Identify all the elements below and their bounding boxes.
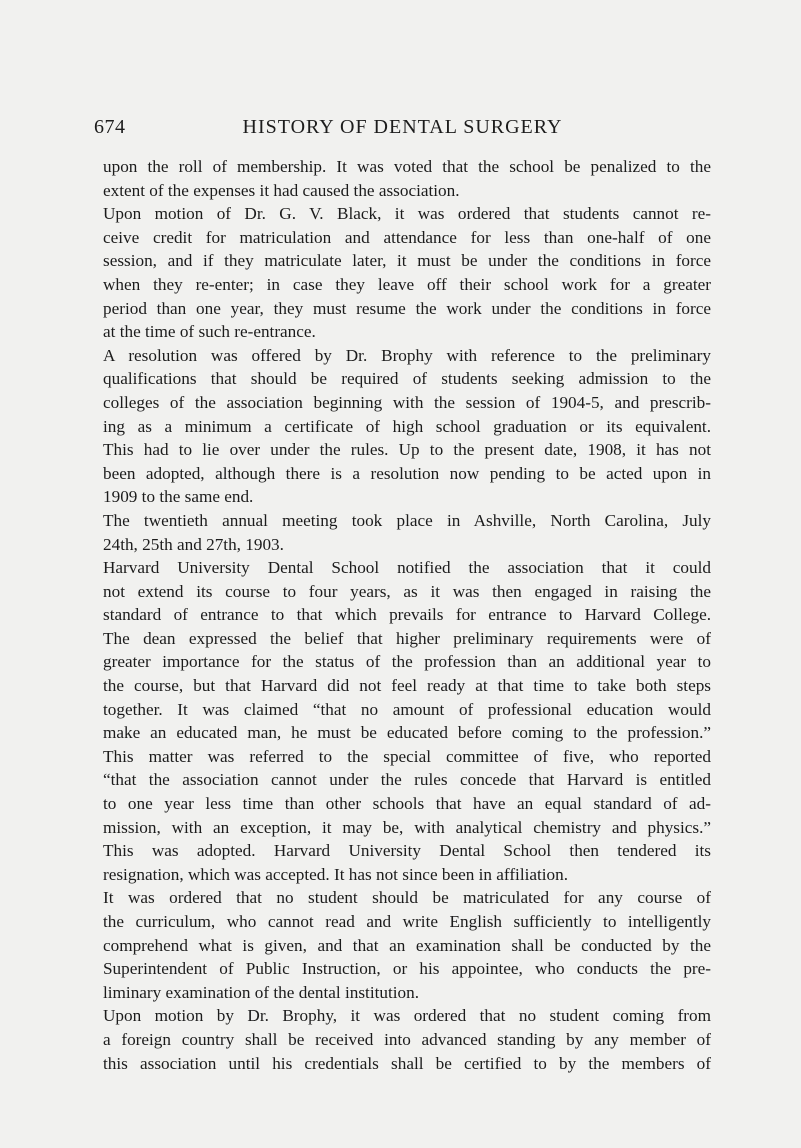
text-line: colleges of the association beginning with the session of 1904-5, and prescrib- [103,392,711,412]
text-line: period than one year, they must resume the work under the conditions in force [103,298,711,318]
text-line: ceive credit for matriculation and attendance for less than one-half of one [103,227,711,247]
text-line: Harvard University Dental School notified the association that it could [103,558,711,578]
text-line: not extend its course to four years, as it was then engaged in raising the [103,581,711,601]
text-line: the course, but that Harvard did not feel ready at that time to take both steps [103,676,711,696]
text-line: Upon motion of Dr. G. V. Black, it was ordered that students cannot re- [103,204,711,224]
text-line: ing as a minimum a certificate of high school graduation or its equivalent. [103,416,711,436]
text-line: It was ordered that no student should be matriculated for any course of [103,888,711,908]
text-line: resignation, which was accepted. It has not since been in affiliation. [103,864,569,884]
text-line: Superintendent of Public Instruction, or his appointee, who conducts the pre- [103,959,711,979]
text-line: together. It was claimed “that no amount of professional education would [103,699,711,719]
text-line: session, and if they matriculate later, it must be under the conditions in force [103,251,711,271]
page-number: 674 [94,116,126,138]
text-line: Upon motion by Dr. Brophy, it was ordered that no student coming from [103,1006,711,1026]
text-line: A resolution was offered by Dr. Brophy with reference to the preliminary [103,345,711,365]
text-line: This had to lie over under the rules. Up to the present date, 1908, it has not [103,440,711,460]
body-text [103,155,711,1075]
text-line: “that the association cannot under the rules concede that Harvard is entitled [103,770,711,790]
text-line: the curriculum, who cannot read and write English sufficiently to intelligently [103,912,711,931]
text-line: 1909 to the same end. [103,487,254,507]
text-line: greater importance for the status of the profession than an additional year to [103,652,711,672]
text-line: extent of the expenses it had caused the association. [103,180,460,200]
text-line: this association until his credentials shall be certified to by the members of [103,1053,711,1073]
text-line: This was adopted. Harvard University Dental School then tendered its [103,841,711,861]
text-line: make an educated man, he must be educated before coming to the profession.” [103,723,711,743]
text-line: comprehend what is given, and that an examination shall be conducted by the [103,935,711,955]
text-line: liminary examination of the dental institution. [103,982,419,1002]
text-line: mission, with an exception, it may be, with analytical chemistry and physics.” [103,817,711,837]
running-head [94,116,711,142]
running-title: HISTORY OF DENTAL SURGERY [242,116,563,138]
text-line: to one year less time than other schools that have an equal standard of ad- [103,794,711,814]
text-line: standard of entrance to that which prevails for entrance to Harvard College. [103,605,711,625]
text-line: been adopted, although there is a resolution now pending to be acted upon in [103,463,711,483]
text-line: This matter was referred to the special committee of five, who reported [103,746,711,766]
text-line: The twentieth annual meeting took place in Ashville, North Carolina, July [103,510,711,530]
text-line: The dean expressed the belief that higher preliminary requirements were of [103,628,711,648]
text-line: at the time of such re-entrance. [103,322,316,342]
text-line: when they re-enter; in case they leave off their school work for a greater [103,274,711,294]
text-line: qualifications that should be required of students seeking admission to the [103,369,711,389]
text-line: 24th, 25th and 27th, 1903. [103,534,284,554]
text-line: upon the roll of membership. It was voted that the school be penalized to the [103,157,711,176]
text-line: a foreign country shall be received into advanced standing by any member of [103,1029,711,1049]
